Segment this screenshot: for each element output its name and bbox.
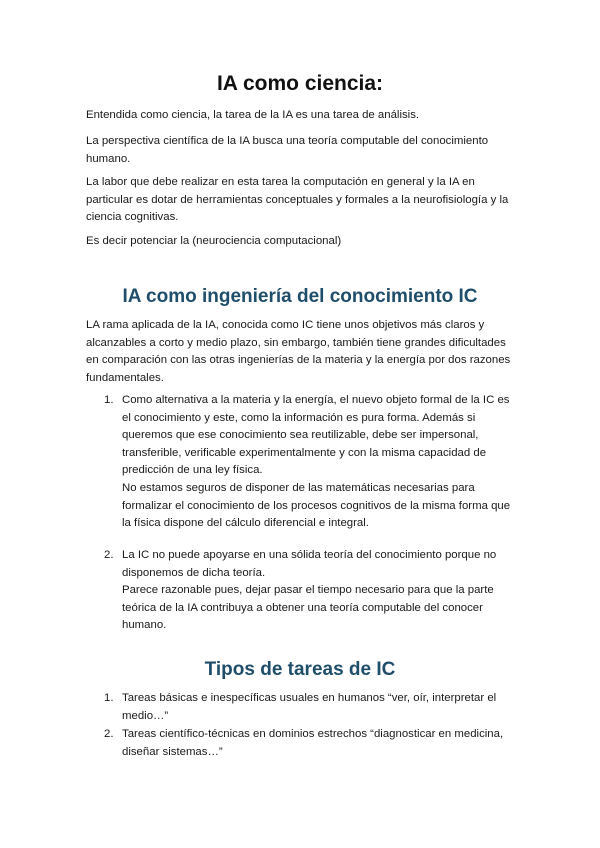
- paragraph-entendida: Entendida como ciencia, la tarea de la IA es una tarea de análisis.: [86, 109, 420, 121]
- paragraph-rama-aplicada: LA rama aplicada de la IA, conocida como IC tiene unos objetivos más claros y alcanzables a corto y medio plazo, sin embargo, también tiene grandes dificultades en comparación con las otras ingenierías de la materia y la energía por dos razones fundamentales.: [86, 319, 511, 384]
- section-title-tipos: Tipos de tareas de IC: [204, 659, 396, 680]
- paragraph-es-decir: Es decir potenciar la (neurociencia computacional): [86, 235, 342, 247]
- list-item-text: Parece razonable pues, dejar pasar el tiempo necesario para que la parte teórica de la IA contribuya a obtener una teoría computable del conocer humano.: [122, 584, 494, 632]
- list-number: 2.: [104, 549, 114, 561]
- section-title-ia-ciencia: IA como ciencia:: [216, 72, 384, 95]
- list-item-text: No estamos seguros de disponer de las matemáticas necesarias para formalizar el conocimiento de los procesos cognitivos de la misma forma que la física dispone del cálculo diferencial e integral.: [122, 481, 511, 530]
- list-item: [122, 726, 514, 761]
- list-number: 1.: [104, 394, 114, 406]
- paragraph-labor: La labor que debe realizar en esta tarea la computación en general y la IA en particular es dotar de herramientas conceptuales y formales a la neurofisiología y la ciencia cognitivas.: [86, 176, 509, 224]
- list-number: 1.: [104, 692, 114, 704]
- list-item-text: La IC no puede apoyarse en una sólida teoría del conocimiento porque no disponemos de dicha teoría.: [122, 549, 497, 579]
- paragraph-perspectiva: La perspectiva científica de la IA busca una teoría computable del conocimiento humano.: [86, 135, 489, 165]
- list-item: [122, 690, 514, 725]
- list-item-text: Tareas científico-técnicas en dominios estrechos “diagnosticar en medicina, diseñar sistemas…”: [122, 728, 504, 758]
- section-title-ingenieria: IA como ingeniería del conocimiento IC: [122, 286, 478, 307]
- list-item: [122, 547, 514, 635]
- list-number: 2.: [104, 728, 114, 740]
- list-item-text: Como alternativa a la materia y la energía, el nuevo objeto formal de la IC es el conocimiento y este, como la información es pura forma. Además si queremos que ese conocimiento sea reutilizable, debe ser impersonal, transferible, verificable experimentalmente y con la misma capacidad de predicción de una ley física.: [122, 394, 510, 477]
- list-item: [122, 392, 514, 533]
- list-item-text: Tareas básicas e inespecíficas usuales en humanos “ver, oír, interpretar el medio…”: [122, 692, 497, 722]
